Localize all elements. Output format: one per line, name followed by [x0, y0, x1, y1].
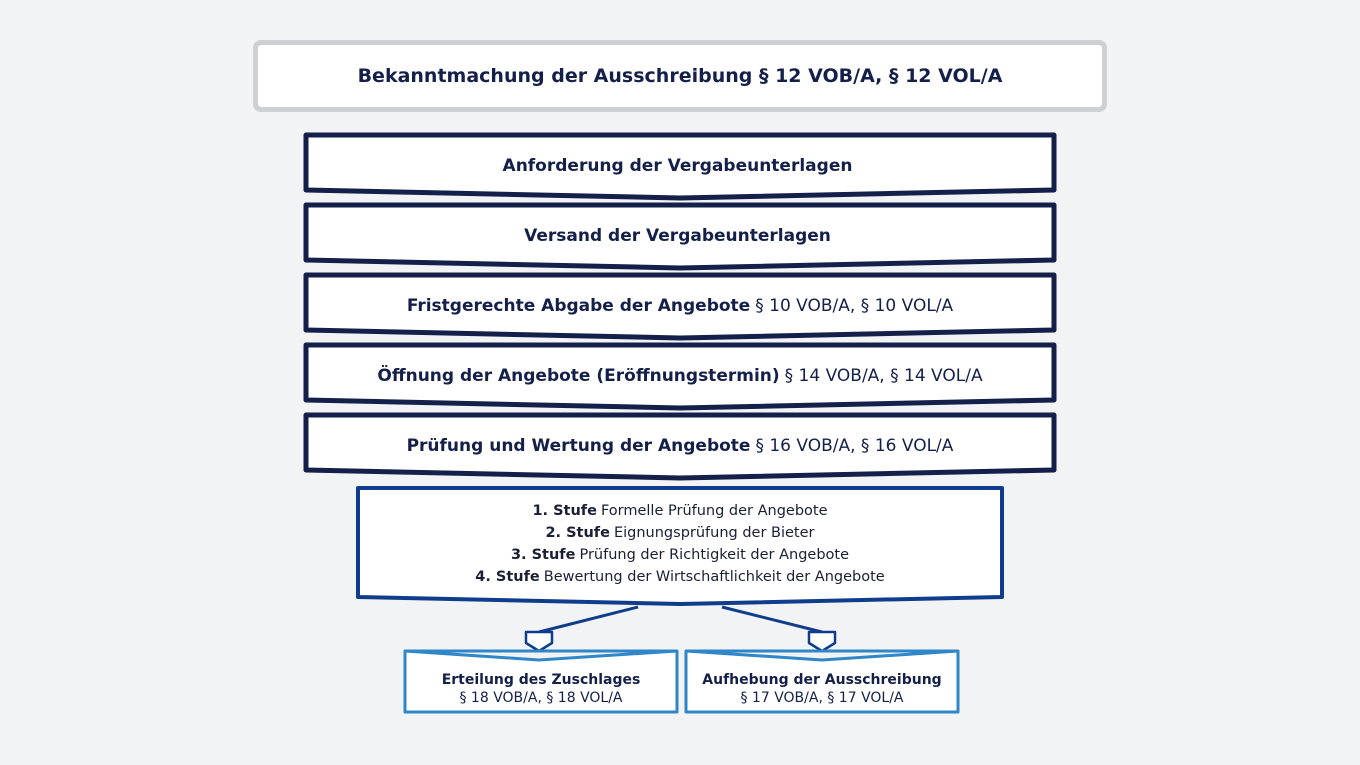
step-1-title: Anforderung der Vergabeunterlagen — [502, 156, 853, 176]
outcome-zuschlag — [406, 664, 676, 714]
step-3 — [306, 280, 1054, 332]
stufen-list — [358, 490, 1002, 598]
arrow-left-icon — [526, 632, 552, 651]
outcome-aufhebung-title: Aufhebung der Ausschreibung — [702, 672, 942, 688]
step-4-title: Öffnung der Angebote (Eröffnungstermin) — [377, 366, 780, 386]
step-3-ref: § 10 VOB/A, § 10 VOL/A — [755, 296, 954, 316]
step-4 — [306, 350, 1054, 402]
stufe-4 — [475, 566, 884, 588]
stufe-4-text: Bewertung der Wirtschaftlichkeit der Angebote — [543, 569, 885, 585]
header-title: Bekanntmachung der Ausschreibung § 12 VOB/A, § 12 VOL/A — [357, 65, 1003, 87]
stufe-3-text: Prüfung der Richtigkeit der Angebote — [579, 547, 850, 563]
step-5 — [306, 420, 1054, 472]
step-4-ref: § 14 VOB/A, § 14 VOL/A — [784, 366, 983, 386]
stufe-4-label: 4. Stufe — [475, 569, 540, 585]
stufe-3-label: 3. Stufe — [510, 547, 576, 563]
stufe-2 — [545, 522, 814, 544]
outcome-aufhebung-ref: § 17 VOB/A, § 17 VOL/A — [740, 690, 904, 706]
outcome-aufhebung — [687, 664, 957, 714]
stufe-1-text: Formelle Prüfung der Angebote — [600, 503, 828, 519]
step-2-title: Versand der Vergabeunterlagen — [524, 226, 831, 246]
stufe-2-text: Eignungsprüfung der Bieter — [613, 525, 815, 541]
connector-right — [722, 607, 822, 632]
step-5-ref: § 16 VOB/A, § 16 VOL/A — [755, 436, 954, 456]
step-2 — [306, 210, 1054, 262]
stufe-1-label: 1. Stufe — [532, 503, 597, 519]
outcome-zuschlag-ref: § 18 VOB/A, § 18 VOL/A — [459, 690, 623, 706]
stufe-2-label: 2. Stufe — [545, 525, 610, 541]
stufe-3 — [511, 544, 849, 566]
connector-left — [539, 607, 638, 632]
step-1 — [306, 140, 1054, 192]
step-3-title: Fristgerechte Abgabe der Angebote — [406, 296, 751, 316]
step-5-title: Prüfung und Wertung der Angebote — [406, 436, 751, 456]
stufe-1 — [532, 500, 827, 522]
outcome-zuschlag-title: Erteilung des Zuschlages — [441, 672, 641, 688]
arrow-right-icon — [809, 632, 835, 651]
